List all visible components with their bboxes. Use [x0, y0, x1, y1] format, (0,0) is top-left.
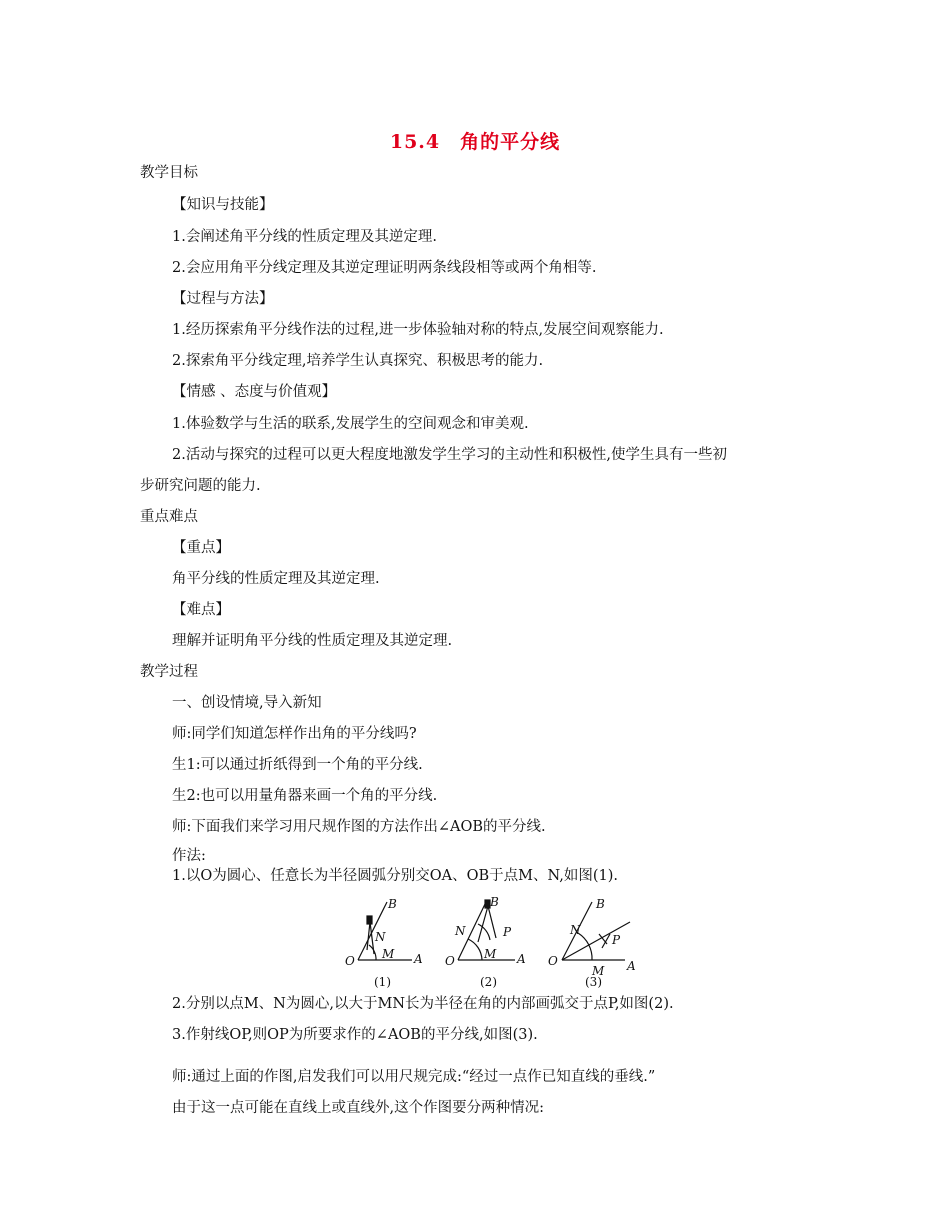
text-line: 步研究问题的能力. [140, 478, 261, 494]
label-a-1: A [414, 952, 423, 966]
document-title: 15.4 角的平分线 [389, 131, 561, 153]
text-line: 作法: [172, 848, 206, 864]
text-line: 2.分别以点M、N为圆心,以大于MN长为半径在角的内部画弧交于点P,如图(2). [172, 996, 674, 1012]
subheading-difficulty: 【难点】 [172, 602, 230, 618]
label-o-1: O [345, 954, 355, 968]
label-m-2: M [484, 947, 497, 961]
label-p-2: P [503, 925, 512, 939]
arc-p-3b [602, 934, 610, 948]
text-line: 生1:可以通过折纸得到一个角的平分线. [172, 757, 423, 773]
caption-fig-3: (3) [585, 975, 602, 989]
label-n-3: N [570, 923, 581, 937]
label-n-1: N [375, 930, 386, 944]
compass-leg-1b [370, 922, 374, 954]
angle-bisector-figure [340, 892, 640, 992]
text-line: 1.体验数学与生活的联系,发展学生的空间观念和审美观. [172, 416, 529, 432]
label-p-3: P [612, 933, 621, 947]
label-a-2: A [517, 952, 526, 966]
section-heading-objectives: 教学目标 [140, 165, 198, 181]
caption-fig-2: (2) [480, 975, 497, 989]
label-a-3: A [627, 959, 636, 973]
label-b-3: B [596, 897, 605, 911]
text-line: 师:通过上面的作图,启发我们可以用尺规完成:“经过一点作已知直线的垂线.” [172, 1069, 656, 1085]
label-o-2: O [445, 954, 455, 968]
section-heading-key-points: 重点难点 [140, 509, 198, 525]
compass-head-1 [367, 916, 372, 924]
label-n-2: N [455, 924, 466, 938]
subheading-key: 【重点】 [172, 540, 230, 556]
text-line: 2.会应用角平分线定理及其逆定理证明两条线段相等或两个角相等. [172, 260, 597, 276]
text-line: 2.活动与探究的过程可以更大程度地激发学生学习的主动性和积极性,使学生具有一些初 [172, 447, 727, 463]
arc-mn-2 [468, 939, 482, 960]
subheading-knowledge-skills: 【知识与技能】 [172, 197, 274, 213]
label-m-3: M [592, 964, 605, 978]
text-line: 生2:也可以用量角器来画一个角的平分线. [172, 788, 438, 804]
caption-fig-1: (1) [374, 975, 391, 989]
compass-leg-2b [488, 906, 496, 938]
subheading-process-method: 【过程与方法】 [172, 291, 274, 307]
text-line: 1.经历探索角平分线作法的过程,进一步体验轴对称的特点,发展空间观察能力. [172, 322, 664, 338]
text-line: 一、创设情境,导入新知 [172, 695, 322, 711]
text-line: 师:同学们知道怎样作出角的平分线吗? [172, 726, 417, 742]
arc-mn-1 [369, 945, 376, 960]
compass-leg-2 [478, 906, 488, 942]
label-m-1: M [382, 947, 395, 961]
text-line: 角平分线的性质定理及其逆定理. [172, 571, 380, 587]
text-line: 师:下面我们来学习用尺规作图的方法作出∠AOB的平分线. [172, 819, 546, 835]
text-line: 1.以O为圆心、任意长为半径圆弧分别交OA、OB于点M、N,如图(1). [172, 868, 618, 884]
text-line: 由于这一点可能在直线上或直线外,这个作图要分两种情况: [172, 1100, 544, 1116]
subheading-emotion-values: 【情感 、态度与价值观】 [172, 384, 337, 400]
text-line: 2.探索角平分线定理,培养学生认真探究、积极思考的能力. [172, 353, 544, 369]
label-b-1: B [388, 897, 397, 911]
text-line: 3.作射线OP,则OP为所要求作的∠AOB的平分线,如图(3). [172, 1027, 538, 1043]
label-b-2: B [490, 895, 499, 909]
section-heading-process: 教学过程 [140, 664, 198, 680]
text-line: 1.会阐述角平分线的性质定理及其逆定理. [172, 229, 437, 245]
label-o-3: O [548, 954, 558, 968]
text-line: 理解并证明角平分线的性质定理及其逆定理. [172, 633, 453, 649]
